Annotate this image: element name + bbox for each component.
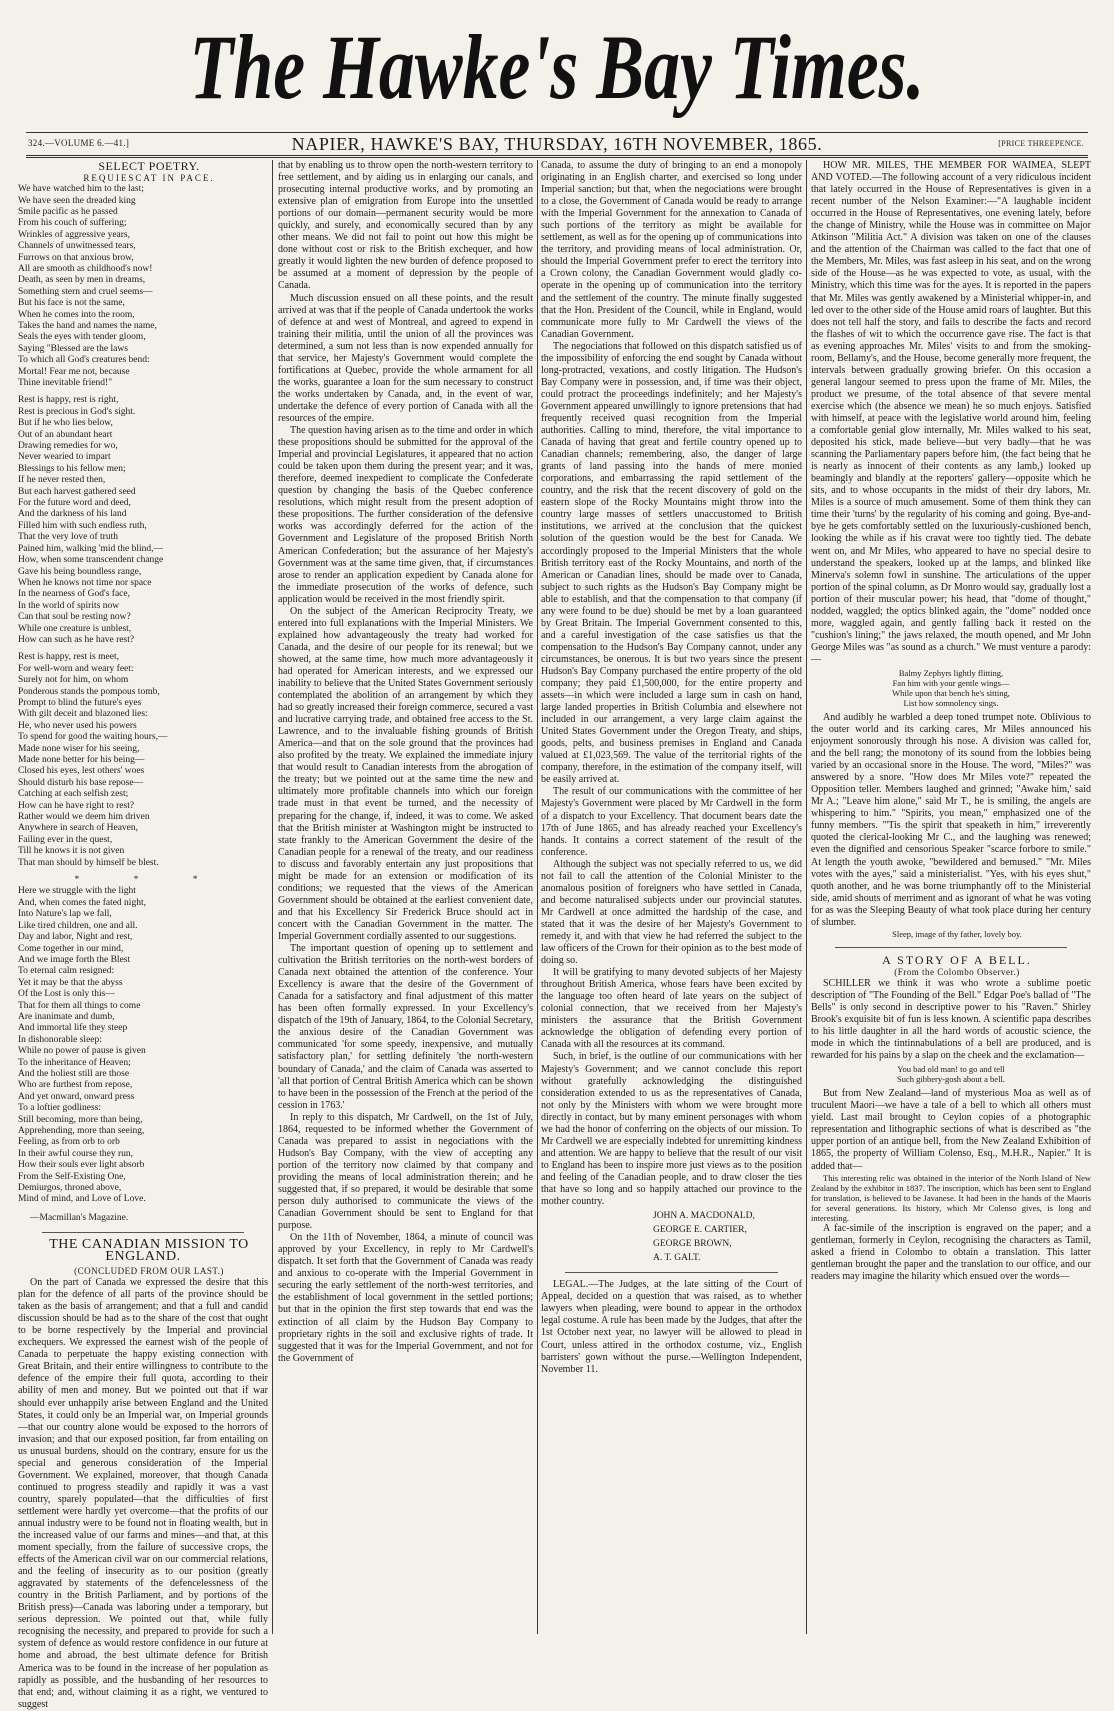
text-line: That man should by himself be blest.: [18, 857, 159, 868]
text-line: When he comes into the room,: [18, 309, 135, 320]
article-paragraph: Much discussion ensued on all these points, and the result arrived at was that if the people of Canada undertook the works of defence at and west of Montreal, and agreed to expend in training their militia, until the union of all the provinces was determined, a sum not less than is now expended annually for that service, her Majesty's Government would complete the fortifications at Quebec, provide the whole armament for all the works, guarantee a loan for the sum necessary to construct the works undertaken by Canada, and, in the event of war, undertake the defence of every portion of Canada with all the resources of the empire.: [278, 292, 533, 424]
article-paragraph: The negociations that followed on this dispatch satisfied us of the impossibility of enforcing the end sought by Canada without long-protracted, vexations, and costly litigation. The Hudson's Bay Company were in possession, and, if time was their object, could protract the proceedings indefinitely; and her Majesty's Government appeared unwillingly to ignore pretensions that had frequently received quasi recognition from the Imperial authorities. Calling to mind, therefore, the vital importance to Canada of having that great and fertile country opened up to Canadian channels; remembering, also, the danger of large grants of land passing into the hands of mere monied corporations, and embarrassing the rapid settlement of the country, and the risk that the recent discovery of gold on the eastern slope of the Rocky Mountains might throw into the country large masses of settlers unaccustomed to British institutions, we arrived at the conclusion that the quickest solution of the question would be the best for Canada. We accordingly proposed to the Imperial Ministers that the whole British territory east of the Rocky Mountains, and north of the American or Canadian lines, should be made over to Canada, subject to such rights as the Hudson's Bay Company might be able to establish, and that the compensation to that company (if any were found to be due) should be met by a loan guaranteed by Great Britain. The Imperial Government consented to this, and a careful investigation of the case satisfies us that the compensation to the Hudson's Bay Company cannot, under any circumstances, be onerous. It is but two years since the present Hudson's Bay Company purchased the entire property of the old company; they paid £1,500,000, for the entire property and assets—in which were included a large sum in cash on hand, large landed properties in British Columbia and elsewhere not included in our arrangement, a very large claim against the United States Government under the Oregon Treaty, and ships, goods, pelts, and business premises in England and Canada valued at £1,023,569. The value of the territorial rights of the company, therefore, in the estimation of the company itself, will be easily arrived at.: [541, 340, 802, 786]
text-line: If he never rested then,: [18, 475, 106, 486]
text-line: Gave his being boundless range,: [18, 566, 142, 577]
text-line: We have seen the dreaded king: [18, 195, 136, 206]
text-line: That the very love of truth: [18, 532, 118, 543]
text-line: And yet onward, onward press: [18, 1091, 135, 1102]
text-line: List how somnolency sings.: [903, 697, 999, 708]
text-line: All are smooth as childhood's now!: [18, 263, 153, 274]
bell-paragraph: A fac-simile of the inscription is engraved on the paper; and a gentleman, formerly in Ceylon, recognising the characters as Tamil, asked a friend in Colombo to obtain a translation. This latter gentleman brought the paper and the translation to our office, and our readers may imagine the hilarity which ensued over the words—: [811, 1222, 1091, 1282]
poem-title: REQUIESCAT IN PACE.: [83, 173, 215, 184]
text-line: Catching at each selfish zest;: [18, 789, 129, 800]
text-line: Rather would we deem him driven: [18, 812, 150, 823]
text-line: GEORGE E. CARTIER,: [653, 1225, 747, 1236]
text-line: Are inanimate and dumb,: [18, 1011, 115, 1022]
canadian-mission-subtitle: (CONCLUDED FROM OUR LAST.): [74, 1265, 224, 1276]
text-line: Who are furthest from repose,: [18, 1080, 133, 1091]
text-line: To spend for good the waiting hours,—: [18, 732, 168, 743]
text-line: Seals the eyes with tender gloom,: [18, 332, 146, 343]
text-line: When he knows not time nor space: [18, 577, 152, 588]
masthead: [0, 6, 1114, 124]
text-line: Mind of mind, and Love of Love.: [18, 1194, 146, 1205]
text-line: Wrinkles of aggressive years,: [18, 229, 130, 240]
column-4: [811, 160, 1091, 1638]
text-line: To the inheritance of Heaven;: [18, 1057, 131, 1068]
parody-verse: [811, 668, 1091, 708]
text-line: Pained him, walking 'mid the blind,—: [18, 543, 163, 554]
text-line: Day and labor, Night and rest,: [18, 932, 133, 943]
bell-paragraph: But from New Zealand—land of mysterious Moa as well as of truculent Maori—we have a tale of a bell to which all others must yield. Last mail brought to Ceylon copies of a photographic representation and lithographic sections of what is described as "the upper portion of an antique bell, from the New Zealand Exhibition of 1865, the property of William Colenso, Esq., M.H.R., Napier." It is added that—: [811, 1088, 1091, 1172]
text-line: Something stern and cruel seems—: [18, 286, 153, 297]
text-line: Smile pacific as he passed: [18, 206, 118, 217]
legal-paragraph: LEGAL.—The Judges, at the late sitting of the Court of Appeal, decided on a question that was raised, as to whether lawyers when pleading, were bound to appear in the orthodox legal costume. A rule has been made by the Judges, that after the 1st October next year, no lawyer will be allowed to plead in Court, unless attired in the orthodox costume, viz., English barristers' gown without the purse.—Wellington Independent, November 11.: [541, 1279, 802, 1375]
text-line: To a loftier godliness:: [18, 1103, 101, 1114]
text-line: But each harvest gathered seed: [18, 486, 136, 497]
text-line: How can he have right to rest?: [18, 800, 135, 811]
text-line: In their awful course they run,: [18, 1148, 134, 1159]
article-paragraph: Canada, to assume the duty of bringing to an end a monopoly originating in an English charter, and exercised so long under Imperial sanction; but that, when the negociations were brought to a close, the Government of Canada would be ready to arrange with the Imperial Government for the annexation to Canada of such portions of the territory as might be available for settlement, as well as for the opening up of communications into the territory, and providing means of local administration. Or, should the Imperial Government prefer to erect the territory into a Crown colony, the Canadian Government would gladly co-operate in the opening up of communication into the territory and the settlement of the country. The minute finally suggested that the Hon. President of the Council, while in England, would communicate more fully to Mr Cardwell the views of the Canadian Government.: [541, 160, 802, 340]
price: [PRICE THREEPENCE.: [998, 139, 1084, 148]
text-line: In the nearness of God's face,: [18, 589, 130, 600]
column-1: [18, 159, 268, 1710]
text-line: While upon that bench he's sitting,: [892, 687, 1010, 698]
text-line: Furrows on that anxious brow,: [18, 252, 134, 263]
text-line: Channels of unwitnessed tears,: [18, 241, 136, 252]
article-paragraph: On the 11th of November, 1864, a minute of council was approved by your Excellency, in reply to Mr Cardwell's dispatch. It set forth that the Government of Canada was ready and anxious to co-operate with the Imperial Government in securing the early settlement of the north-west territories, and the establishment of local government in the settled portions; but that in the opinion the first step towards that end was the extinction of all claim by the Hudson Bay Company to proprietary rights in the soil and exclusive rights of trade. It suggested that it was for the Imperial Government, and not for the Government of: [278, 1232, 533, 1364]
text-line: Rest is precious in God's sight.: [18, 406, 136, 417]
signatories: [541, 1210, 802, 1264]
text-line: To eternal calm resigned:: [18, 966, 115, 977]
text-line: Still becoming, more than being,: [18, 1114, 143, 1125]
column-2: [278, 160, 533, 1638]
text-line: GEORGE BROWN,: [653, 1239, 732, 1250]
text-line: But his face is not the same,: [18, 298, 125, 309]
text-line: Saying "Blessed are the laws: [18, 343, 128, 354]
text-line: From his couch of suffering;: [18, 218, 127, 229]
text-line: Made none better for his being—: [18, 755, 145, 765]
volume-number: 324.—VOLUME 6.—41.]: [28, 138, 130, 148]
column-rule: [272, 160, 273, 1634]
text-line: While one creature is unblest,: [18, 623, 132, 634]
text-line: Anywhere in search of Heaven,: [18, 823, 139, 834]
text-line: Come together in our mind,: [18, 943, 124, 954]
text-line: Till he knows it is not given: [18, 846, 125, 857]
text-line: Rest is happy, rest is meet,: [18, 652, 119, 663]
text-line: And, when comes the fated night,: [18, 897, 146, 908]
text-line: How can such as he have rest?: [18, 634, 135, 645]
text-line: Apprehending, more than seeing,: [18, 1126, 145, 1136]
divider: [835, 947, 1067, 948]
text-line: Rest is happy, rest is right,: [18, 395, 119, 406]
text-line: He, who never used his powers: [18, 720, 137, 731]
text-line: How their souls ever light absorb: [18, 1160, 145, 1171]
column-rule: [806, 160, 807, 1634]
article-paragraph: Although the subject was not specially referred to us, we did not fail to call the attention of the Colonial Minister to the anomalous position of foreigners who have settled in Canada, and become naturalised subjects under our provincial statutes. Mr Cardwell at once admitted the hardship of the case, and stated that it was the desire of her Majesty's Government to remedy it, and with that view he had referred the subject to the law officers of the Crown for their opinion as to the best mode of doing so.: [541, 858, 802, 967]
article-paragraph: In reply to this dispatch, Mr Cardwell, on the 1st of July, 1864, requested to be informed whether the Government of Canada was prepared to assist in negociations with the Hudson's Bay Company, with the view of accepting any portion of the territory now claimed by that company and providing the means of local administration therein; and he suggested that, if so prepared, it would be desirable that some person duly authorised to communicate the views of the Canadian Government should be sent to England for that purpose.: [278, 1111, 533, 1232]
poem-stanza-2: [18, 395, 268, 646]
text-line: Of the Lost is only this—: [18, 989, 115, 1000]
text-line: Never wearied to impart: [18, 452, 111, 463]
bell-verse: [811, 1064, 1091, 1084]
text-line: In dishonorable sleep:: [18, 1034, 102, 1045]
miles-paragraph: HOW MR. MILES, THE MEMBER FOR WAIMEA, SLEPT AND VOTED.—The following account of a very ridiculous incident that lately occurred in the House of Representatives is given in a recent number of the Nelson Examiner:—"A laughable incident occurred in the House of Representatives, one evening lately, before the change of Ministry, while the House was in committee on Major Atkinson "Militia Act." A division was taken on one of the clauses and the attention of the Chairman was called to the fact that one of the Members, Mr. Miles, was fast asleep in his seat, and on the wrong side of the House—as he was expected to vote, as usual, with the Ministry, which this time was for the ayes. It is reported in the papers that Mr. Miles was gently awakened by a Ministerial whipper-in, and led over to the other side of the House amid roars of laughter. But this does not tell half the story, and fails to describe the facts and record the flashes of wit to which the occurrence gave rise. The fact is that as evening approaches Mr. Miles' visits to and from the smoking-room, Bellamy's, and the House, become generally more frequent, the intervals between gradually growing briefer. On this occasion a general langour seemed to press upon the frame of Mr. Miles, the product we presume, of the total absence of that severe mental exercise which (the absence we mean) he so much enjoys. Satisfied with himself, at peace with the legislative world around him, feeling a comfortable genial glow internally, Mr. Miles walked to his seat, deposited his stick, made believe—but very badly—that he was scanning the Parliamentary papers before him, (the fact being that he is nearly as innocent of their contents as any lamb,) looked up beamingly and blandly at the reporters' gallery—opposite which he sits, and to whose occupants in the midst of their dry labors, Mr. Miles is a source of much amusement. Some of them think they can time their 'turns' by the regularity of his coming and going. Bye-and-bye he gets comfortably settled on the luxuriously-cushioned bench, looking the while as if his cravat were too tightly tied. The debate went on, and Mr Miles, who appeared to have no special desire to understand the speakers, looked up at the lamps, and blinked like Minerva's solemn fowl in sunshine. The articulations of the upper portion of the spinal column, as Dr Monro would say, gradually lost a portion of their muscular power; his head, that "dome of thought," nodded, waggled; the optics blinked again, the "dome" nodded once more, waggled again, and gently falling back it rested on the "cushion's lining;" the jaws relaxed, the mouth opened, and Mr John George Miles was "as sound as a church." We must venture a parody:—: [811, 160, 1091, 665]
canadian-mission-title: THE CANADIAN MISSION TO ENGLAND.: [49, 1236, 249, 1264]
text-line: And immortal life they steep: [18, 1023, 128, 1034]
text-line: JOHN A. MACDONALD,: [653, 1211, 755, 1222]
poetry-section-heading: SELECT POETRY.: [98, 159, 200, 173]
article-paragraph: The result of our communications with the committee of her Majesty's Government were placed by Mr Cardwell in the form of a dispatch to your Excellency. That document bears date the 17th of June 1865, and has already reached your Excellency's hands. It contains a correct statement of the result of the conference.: [541, 786, 802, 858]
miles-paragraph: And audibly he warbled a deep toned trumpet note. Oblivious to the outer world and its carking cares, Mr Miles announced his enjoyment sonorously through his nose. A division was called for, and the bell rang; the monotony of its sound from the lobbies being varied by an occasional snore in the House. The word, "Miles?" was answered by a snore. "How does Mr Miles vote?" repeated the Opposition teller. Members laughed and grinned; "Awake him,' said Mr A.; "Leave him alone," said Mr T., he is smiling, the angels are whispering to him." "Spirits, you mean," emphasized one of the funny members. "'Tis the spirit that speaketh in him," irreverently quoted the clerical-looking Mr C., and the laughing was renewed; even the dignified and censorious Speaker "scarce forbore to smile." At length the youth awoke, "bewildered and bemused." "Mr. Miles votes with the ayes," said a ministerialist. "Yes, with his eyes shut," quoth another, and he was borne triumphantly off to the Ministerial side, amid shouts of merriment and as ignorant of what he was voting for as was the Sleeping Beauty of what took place during her century of slumber.: [811, 711, 1091, 928]
closing-verse: Sleep, image of thy father, lovely boy.: [892, 928, 1022, 939]
text-line: How, when some transcendent change: [18, 555, 164, 566]
text-line: Made none wiser for his seeing,: [18, 743, 140, 754]
text-line: Should disturb his base repose—: [18, 777, 144, 788]
article-paragraph: that by enabling us to throw open the north-western territory to free settlement, and by aiding us in enlarging our canals, and prosecuting internal productive works, and by promoting an extensive plan of emigration from Europe into the unsettled portions of our domain—permanent security would be more quickly, and surely, and economically secured than by any other means. We did not fail to point out how this might be done without cost or risk to the British exchequer, and how greatly it would lighten the new burden of defence proposed to be assumed at a moment of depression by the people of Canada.: [278, 160, 533, 292]
text-line: Surely not for him, on whom: [18, 675, 129, 686]
text-line: Yet it may be that the abyss: [18, 977, 123, 988]
article-paragraph: On the subject of the American Reciprocity Treaty, we entered into full explanations with the Imperial Ministers. We explained how advantageously the treaty had worked for Canada, and the desire of our people for its renewal; but we showed, at the same time, how much more advantageously it had operated for American interests, and we expressed our inability to believe that the United States Government seriously contemplated the abolition of an arrangement by which they had so greatly increased their foreign commerce, secured a vast and lucrative carrying trade, and obtained free access to the St. Lawrence, and to the invaluable fishing grounds of British America—and that on the sole ground that the provinces had also profited by the treaty. We explained the immediate injury that would result to Canadian interests from the abrogation of the treaty; but we pointed out at the same time the new and ultimately more profitable channels into which our foreign trade must in that event be turned, and the necessity of preparing for the change, if, indeed, it was to come. We asked that the British minister at Washington might be instructed to state frankly to the American Government the desire of the Canadian people for a renewal of the treaty, and our readiness to discuss and favorably entertain any just propositions that might be made for an extension or modification of its conditions; we requested that the views of the American Government should be obtained at the earliest convenient date, and that his Excellency Sir Frederick Bruce should act in concert with the Canadian Government in the matter. The Imperial Government cordially assented to our suggestions.: [278, 605, 533, 942]
article-paragraph: The question having arisen as to the time and order in which these propositions should be submitted for the approval of the Imperial and provincial Legislatures, it appeared that no action could be taken upon them during the present year; and it was, therefore, deemed inexpedient to complicate the Confederate question by changing the basis of the Quebec conference resolutions, which might result from the present adoption of these propositions. The further consideration of the defensive works was accordingly deferred for the action of the Government and Legislature of the proposed British North American Confederation; but the assurance of her Majesty's Government was at the same time given, that, if circumstances arose to render an application expedient by Canada alone for the immediate prosecution of the works of defence, such application would be received in the most friendly spirit.: [278, 425, 533, 605]
text-line: With gilt deceit and blazoned lies:: [18, 709, 148, 720]
text-line: And the darkness of his land: [18, 509, 127, 520]
issue-date: NAPIER, HAWKE'S BAY, THURSDAY, 16TH NOVEMBER, 1865.: [291, 134, 823, 154]
text-line: Blessings to his fellow men;: [18, 463, 126, 474]
article-paragraph: The important question of opening up to settlement and cultivation the British territories on the north-west borders of Canada next obtained the attention of the conference. Your Excellency is aware that the desire of the Government of Canada for a satisfactory and final adjustment of this matter has been often formally expressed. In your Excellency's dispatch of the 19th of January, 1864, to the Colonial Secretary, the anxious desire of the Canadian Government was communicated 'for some speedy, inexpensive, and mutually satisfactory plan,' for settling definitely 'the north-western boundary of Canada,' and the claim of Canada was asserted to 'all that portion of Central British America which can be shown to have been in the possession of the French at the period of the cession in 1763.': [278, 943, 533, 1111]
text-line: That for them all things to come: [18, 1000, 141, 1011]
text-line: Thine inevitable friend!": [18, 378, 113, 388]
text-line: Takes the hand and names the name,: [18, 320, 157, 331]
divider: [565, 1272, 778, 1273]
article-paragraph: Such, in brief, is the outline of our communications with her Majesty's Government; and we cannot conclude this report without gratefully acknowledging the distinguished consideration extended to us as the representatives of Canada, not only by the Ministers with whom we were brought more directly in contact, but by many eminent personages with whom we had the honor of conferring on the objects of our mission. To Mr Cardwell we are especially indebted for unremitting kindness and attention. We are happy to believe that the result of our visit to England has been to inspire more just views as to the position and feeling of the Canadian people, and to draw closer the ties that have so long and so happily attached our province to the mother country.: [541, 1051, 802, 1208]
text-line: Death, as seen by men in dreams,: [18, 275, 146, 286]
text-line: Here we struggle with the light: [18, 886, 136, 897]
poem-stanza-1: [18, 184, 268, 389]
text-line: For the future word and deed,: [18, 498, 131, 509]
poem-stars: * * *: [74, 875, 224, 886]
masthead-title-svg: [177, 6, 937, 124]
text-line: For well-worn and weary feet:: [18, 663, 134, 674]
article-paragraph: On the part of Canada we expressed the desire that this plan for the defence of all parts of the province should be taken as the basis of arrangement; and that a full and candid discussion should be had as to the share of the cost that ought to be borne respectively by the Imperial and provincial exchequers. We expressed the earnest wish of the people of Canada to perpetuate the happy existing connection with Great Britain, and their entire willingness to contribute to the defence of the empire their full quota, according to their ability of men and money. But we pointed out that if war should ever unhappily arise between England and the United States, it could only be an Imperial war, on Imperial grounds—that our country alone would be exposed to the horrors of invasion; and that our exposed position, far from entailing on us unusual burdens, should on the contrary, ensure for us the special and generous consideration of the Imperial Government. We explained, moreover, that though Canada continued to progress steadily and rapidly it was a vast country, sparely populated—that the difficulties of first settlement were hardly yet overcome—that the profits of our annual industry were to be found not in floating wealth, but in the increased value of our farms and mines—and that, at this moment specially, from the failure of successive crops, the effects of the American civil war on our commercial relations, and the feeling of insecurity as to our position (greatly aggravated by statements of the defencelessness of the country in the British Parliament, and by portions of the British press)—Canada was laboring under a temporary, but serious depression. We pointed out that, while fully recognising the necessity, and prepared to provide for such a system of defence as would restore confidence in our future at home and abroad, the best ultimate defence for British America was to be found in the increase of her population as rapidly as possible, and the husbanding of her resources to that end; and, without claiming it as a right, we ventured to suggest: [18, 1277, 268, 1710]
text-line: From the Self-Existing One,: [18, 1171, 126, 1182]
text-line: We have watched him to the last;: [18, 184, 144, 195]
text-line: Prompt to blind the future's eyes: [18, 697, 142, 708]
text-line: A. T. GALT.: [653, 1253, 701, 1264]
column-rule: [537, 160, 538, 1634]
poem-stanza-3: [18, 652, 268, 869]
text-line: Failing ever in the quest,: [18, 834, 113, 845]
text-line: You bad old man! to go and tell: [897, 1064, 1005, 1075]
text-line: Filled him with such endless ruth,: [18, 520, 147, 531]
text-line: Out of an abundant heart: [18, 429, 113, 440]
poem: [18, 184, 268, 1206]
text-line: Drawing remedies for wo,: [18, 441, 118, 452]
text-line: And the holiest still are those: [18, 1068, 130, 1079]
text-line: Such gibbery-gosh about a bell.: [897, 1074, 1005, 1085]
bell-story-title: A STORY OF A BELL.: [882, 952, 1032, 967]
poem-credit: —Macmillan's Magazine.: [30, 1212, 129, 1223]
dateline: [26, 132, 1088, 158]
text-line: Demiurgos, throned above,: [18, 1183, 122, 1194]
text-line: Fan him with your gentle wings—: [892, 677, 1010, 688]
text-line: Feeling, as from orb to orb: [18, 1137, 120, 1148]
bell-paragraph: SCHILLER we think it was who wrote a sublime poetic description of "The Founding of the Bell." Edgar Poe's ballad of "The Bells" is only second in descriptive power to his "Raven." Shirley Brook's exquisite bit of fun is less known. A scientific papa describes to his little daughter in all the hard words of acoustic science, the mode in which the tintinnabulations of a bell are produced, and is rewarded for his pains by a slap on the cheek and the exclamation—: [811, 977, 1091, 1062]
article-paragraph: It will be gratifying to many devoted subjects of her Majesty throughout British America, whose fears have been excited by the language too often heard of late years on the subject of colonial connection, that we received from her Majesty's ministers the assurance that the British Government acknowledge the obligation of defending every portion of Canada with all the resources at its command.: [541, 967, 802, 1051]
text-line: Ponderous stands the pompous tomb,: [18, 686, 160, 697]
text-line: Into Nature's lap we fall,: [18, 909, 112, 920]
text-line: Like tired children, one and all.: [18, 920, 138, 931]
text-line: Closed his eyes, lest others' woes: [18, 766, 145, 777]
masthead-title: The Hawke's Bay Times.: [189, 16, 925, 118]
poem-stanza-4: [18, 886, 268, 1205]
bell-story-source: (From the Colombo Observer.): [894, 966, 1020, 977]
text-line: But if he who lies below,: [18, 418, 113, 429]
text-line: While no power of pause is given: [18, 1046, 146, 1057]
bell-note: This interesting relic was obtained in the interior of the North Island of New Zealand by the exhibitor in 1837. The inscription, which has been sent to England for translation, is believed to be Javanese. It had been in the hands of the Maoris for several generations. Its history, which Mr Colenso gives, is long and interesting.: [811, 1172, 1091, 1223]
text-line: Balmy Zephyrs lightly flitting,: [898, 667, 1004, 678]
column-3: [541, 160, 802, 1638]
text-line: To which all God's creatures bend:: [18, 355, 150, 366]
text-line: In the world of spirits now: [18, 600, 120, 611]
divider: [42, 1232, 244, 1233]
text-line: And we image forth the Blest: [18, 954, 131, 965]
text-line: Can that soul be resting now?: [18, 612, 131, 623]
text-line: Mortal! Fear me not, because: [18, 366, 130, 377]
